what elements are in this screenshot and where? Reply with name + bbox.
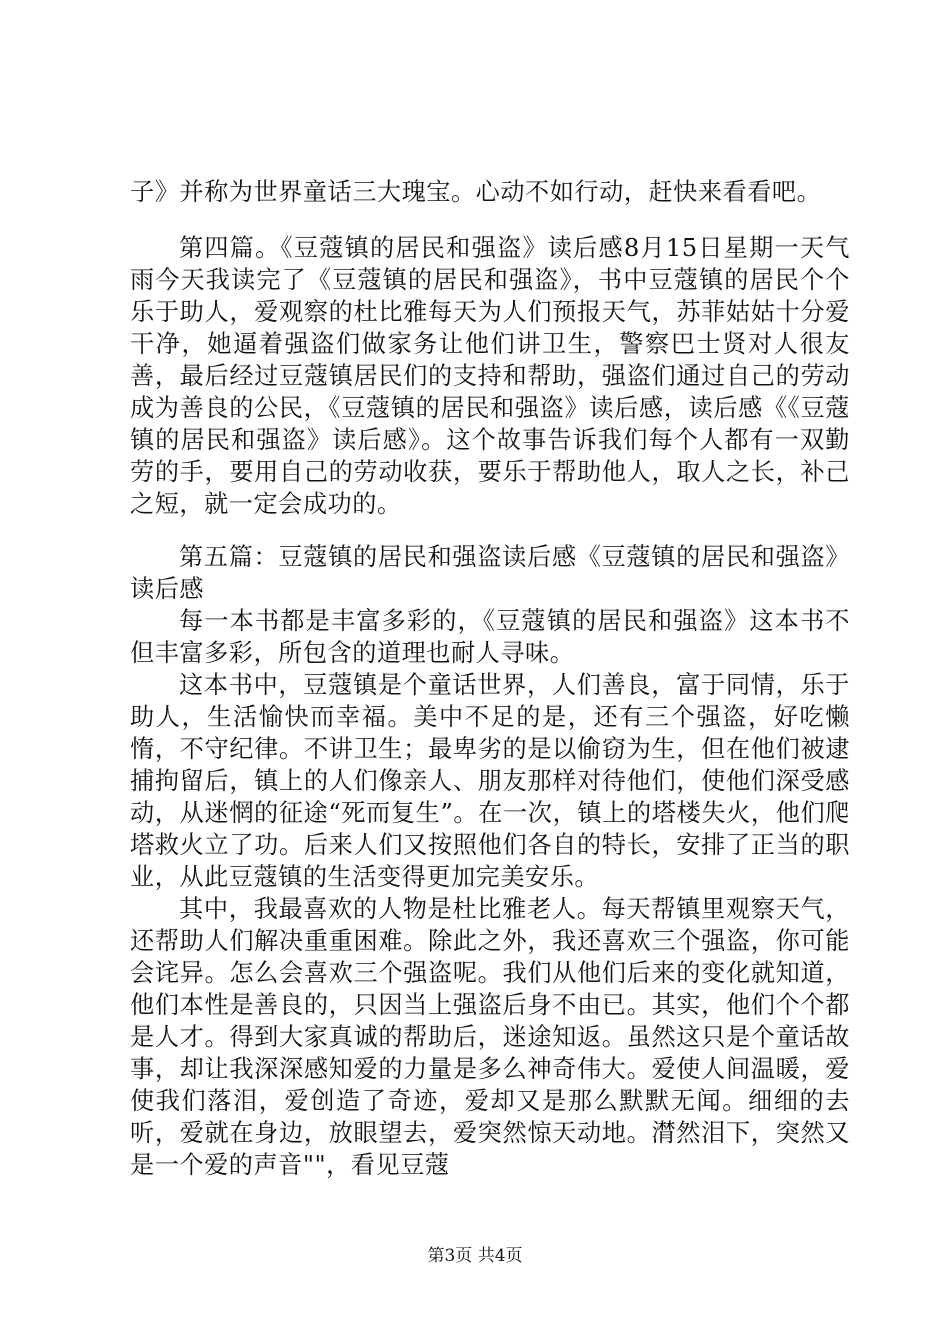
continuation-text (130, 176, 850, 208)
section-four-paragraph: 第四篇。《豆蔻镇的居民和强盗》读后感8月15日星期一天气雨今天我读完了《豆蔻镇的居民和强盗》，书中豆蔻镇的居民个个乐于助人，爱观察的杜比雅每天为人们预报天气，苏菲姑姑十分爱干净，她逼着强盗们做家务让他们讲卫生，警察巴士贤对人很友善，最后经过豆蔻镇居民们的支持和帮助，强盗们通过自己的劳动成为善良的公民，《豆蔻镇的居民和强盗》读后感，读后感《《豆蔻镇的居民和强盗》读后感》。这个故事告诉我们每个人都有一双勤劳的手，要用自己的劳动收获，要乐于帮助他人，取人之长，补己之短，就一定会成功的。 (130, 234, 850, 518)
section-five-paragraph-3: 其中，我最喜欢的人物是杜比雅老人。每天帮镇里观察天气，还帮助人们解决重重困难。除此之外，我还喜欢三个强盗，你可能会诧异。怎么会喜欢三个强盗呢。我们从他们后来的变化就知道，他们本性是善良的，只因当上强盗后身不由已。其实，他们个个都是人才。得到大家真诚的帮助后，迷途知返。虽然这只是个童话故事，却让我深深感知爱的力量是多么神奇伟大。爱使人间温暖，爱使我们落泪，爱创造了奇迹，爱却又是那么默默无闻。细细的去听，爱就在身边，放眼望去，爱突然惊天动地。潸然泪下，突然又是一个爱的声音""，看见豆蔻 (130, 895, 850, 1179)
section-five-paragraph-1: 每一本书都是丰富多彩的，《豆蔻镇的居民和强盗》这本书不但丰富多彩，所包含的道理也耐人寻味。 (130, 607, 850, 667)
section-five (130, 541, 850, 1181)
continuation-paragraph: 子》并称为世界童话三大瑰宝。心动不如行动，赶快来看看吧。 (130, 178, 822, 206)
section-five-title: 第五篇：豆蔻镇的居民和强盗读后感《豆蔻镇的居民和强盗》读后感 (130, 543, 850, 603)
section-five-paragraph-2: 这本书中，豆蔻镇是个童话世界，人们善良，富于同情，乐于助人，生活愉快而幸福。美中不足的是，还有三个强盗，好吃懒惰，不守纪律。不讲卫生；最卑劣的是以偷窃为生，但在他们被逮捕拘留后，镇上的人们像亲人、朋友那样对待他们，使他们深受感动，从迷惘的征途“死而复生”。在一次，镇上的塔楼失火，他们爬塔救火立了功。后来人们又按照他们各自的特长，安排了正当的职业，从此豆蔻镇的生活变得更加完美安乐。 (130, 671, 850, 891)
page-number: 第3页 共4页 (427, 1246, 523, 1266)
section-four (130, 232, 850, 520)
